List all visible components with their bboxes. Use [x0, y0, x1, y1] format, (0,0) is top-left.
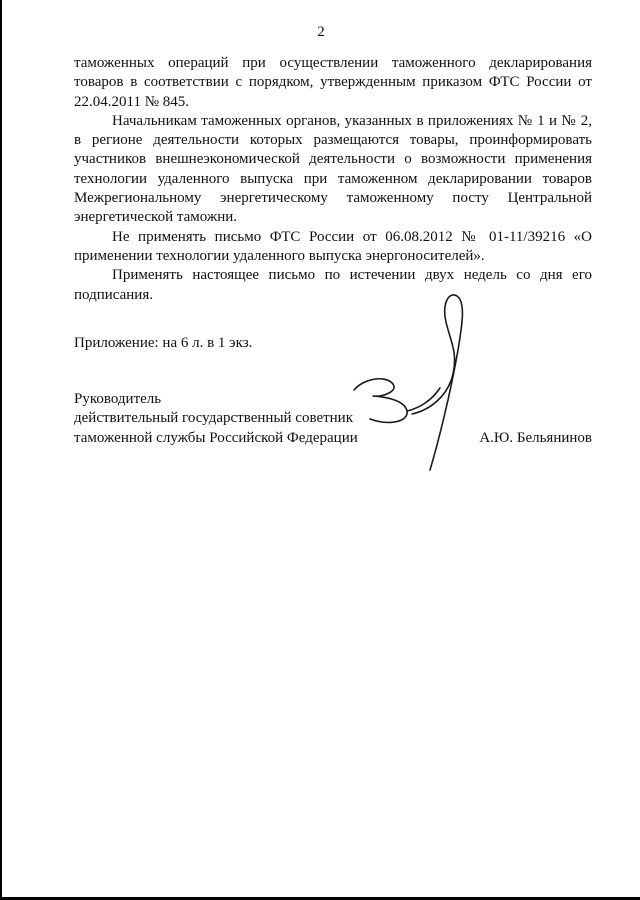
signer-name: А.Ю. Бельянинов — [479, 429, 592, 446]
signer-title-line-1: Руководитель — [74, 391, 162, 408]
paragraph-instruction-heads: Начальникам таможенных органов, указанных в приложениях № 1 и № 2, в регионе деятельности которых размещаются товары, проинформировать участников внешнеэкономической деятельности о возможности применения технологии удаленного выпуска при таможенном декларировании товаров Межрегиональному энергетическому таможенному посту Центральной энергетической таможни. — [74, 112, 592, 226]
document-body — [74, 54, 592, 448]
page-number: 2 — [317, 24, 325, 40]
paragraph-revoke-letter: Не применять письмо ФТС России от 06.08.2012 № 01-11/39216 «О применении технологии удаленного выпуска энергоносителей». — [74, 228, 592, 264]
signature-block — [74, 390, 592, 448]
signer-title-line-3: таможенной службы Российской Федерации — [74, 429, 358, 446]
paragraph-effective-date: Применять настоящее письмо по истечении двух недель со дня его подписания. — [74, 267, 592, 303]
signer-title-line-2: действительный государственный советник — [74, 410, 354, 427]
attachment-note: Приложение: на 6 л. в 1 экз. — [74, 334, 253, 351]
paragraph-continuation: таможенных операций при осуществлении таможенного декларирования товаров в соответствии с порядком, утвержденным приказом ФТС России от 22.04.2011 № 845. — [74, 55, 592, 110]
